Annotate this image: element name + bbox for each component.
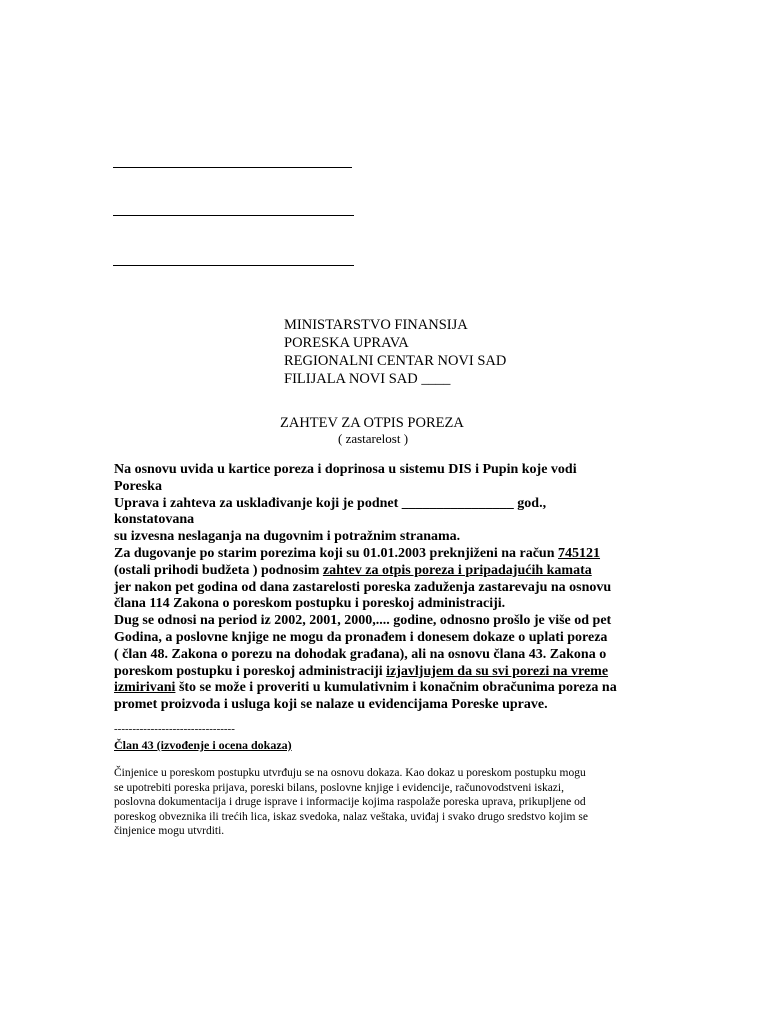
addressee-office: PORESKA UPRAVA [284,335,409,351]
body-line [114,546,674,563]
declaration-phrase: izjavljujem da su svi porezi na vreme [386,663,609,679]
footnote-line: poreskog obveznika ili trećih lica, iskaz svedoka, nalaz veštaka, uviđaj i svako drugo sredstvo kojim se [114,810,588,823]
blank-line-2 [113,215,354,216]
body-text: poreskom postupku i poreskoj administraciji [114,663,387,679]
request-body [114,462,674,714]
document-title: ZAHTEV ZA OTPIS POREZA [280,415,464,431]
footnote-separator: --------------------------------- [114,723,235,735]
body-text: što se može i proveriti u kumulativnim i konačnim obračunima poreza na [175,680,617,696]
body-text: (ostali prihodi budžeta ) podnosim [114,562,323,578]
footnote-line: se upotrebiti poreska prijava, poreski bilans, poslovne knjige i evidencije, računovodstveni iskazi, [114,781,564,794]
body-line: ( član 48. Zakona o porezu na dohodak građana), ali na osnovu člana 43. Zakona o [114,646,607,662]
footnote-line: poslovna dokumentacija i druge isprave i informacije kojima raspolaže poreska uprava, prikupljene od [114,796,586,808]
footnote-text [114,766,674,839]
blank-line-1 [113,167,352,168]
addressee-block [284,316,506,388]
body-line: promet proizvoda i usluga koji se nalaze u evidencijama Poreske uprave. [114,697,548,713]
blank-line-3 [113,265,354,266]
body-line: Poreska [114,478,162,494]
document-subtitle: ( zastarelost ) [338,431,409,446]
body-line: Dug se odnosi na period iz 2002, 2001, 2000,.... godine, odnosno prošlo je više od pet [114,613,612,629]
footnote-heading-text: Član 43 (izvođenje i ocena dokaza) [114,738,292,752]
body-line: Godina, a poslovne knjige ne mogu da pronađem i donesem dokaze o uplati poreza [114,629,608,645]
body-line: člana 114 Zakona o poreskom postupku i poreskoj administraciji. [114,596,506,612]
footnote-line: Činjenice u poreskom postupku utvrđuju se na osnovu dokaza. Kao dokaz u poreskom postupku mogu [114,767,586,779]
body-line [114,664,674,681]
body-line: su izvesna neslaganja na dugovnim i potražnim stranama. [114,529,461,545]
account-number: 745121 [558,545,601,561]
addressee-regional-center: REGIONALNI CENTAR NOVI SAD [284,353,507,369]
footnote-heading [114,737,292,753]
body-line: Uprava i zahteva za usklađivanje koji je podnet ________________ god., [114,495,547,511]
request-phrase: zahtev za otpis poreza i pripadajućih kamata [322,562,592,578]
addressee-branch: FILIJALA NOVI SAD ____ [284,371,451,387]
body-text: Za dugovanje po starim porezima koji su 01.01.2003 preknjiženi na račun [114,545,559,561]
body-line: konstatovana [114,512,195,528]
body-line [114,680,674,697]
body-line [114,563,674,580]
footnote-line: činjenice mogu utvrditi. [114,825,225,837]
body-line: Na osnovu uvida u kartice poreza i doprinosa u sistemu DIS i Pupin koje vodi [114,462,577,477]
declaration-phrase-end: izmirivani [114,680,176,696]
body-line: jer nakon pet godina od dana zastarelosti poreska zaduženja zastarevaju na osnovu [114,579,612,595]
addressee-ministry: MINISTARSTVO FINANSIJA [284,317,468,333]
